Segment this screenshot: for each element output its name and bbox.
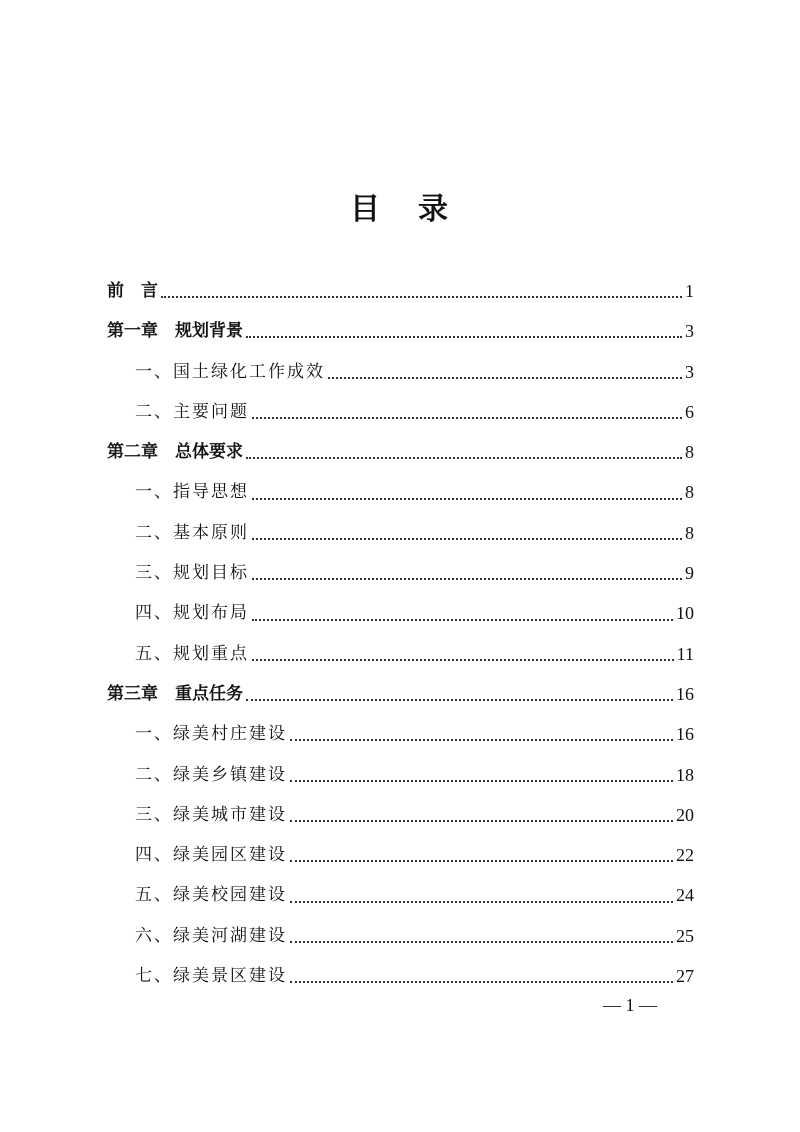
toc-entry-label: 二、主要问题 (135, 401, 249, 422)
toc-entry-section[interactable] (107, 593, 694, 633)
dot-leader (246, 699, 673, 701)
toc-entry-label: 第一章 规划背景 (107, 321, 243, 342)
toc-entry-section[interactable] (107, 472, 694, 512)
toc-entry-label: 一、指导思想 (135, 482, 249, 503)
dot-leader (252, 538, 682, 540)
toc-entry-label: 四、规划布局 (135, 603, 249, 624)
toc-entry-section[interactable] (107, 553, 694, 593)
toc-entry-page: 22 (676, 845, 694, 866)
toc-entry-label: 一、绿美村庄建设 (135, 724, 287, 745)
toc-entry-page: 20 (676, 804, 694, 825)
toc-entry-page: 8 (685, 522, 694, 543)
toc-entry-label: 七、绿美景区建设 (135, 966, 287, 987)
toc-entry-chapter-2[interactable] (107, 432, 694, 472)
toc-entry-label: 二、基本原则 (135, 522, 249, 543)
dot-leader (290, 780, 673, 782)
dot-leader (252, 619, 673, 621)
page-number-footer: — 1 — (603, 995, 657, 1015)
dot-leader (246, 336, 682, 338)
toc-entry-page: 8 (685, 482, 694, 503)
toc-entry-label: 五、规划重点 (135, 643, 249, 664)
toc-entry-label: 二、绿美乡镇建设 (135, 764, 287, 785)
toc-entry-label: 五、绿美校园建设 (135, 885, 287, 906)
toc-entry-section[interactable] (107, 956, 694, 996)
toc-entry-page: 11 (676, 643, 694, 664)
toc-entry-label: 三、绿美城市建设 (135, 804, 287, 825)
toc-entry-page: 8 (685, 442, 694, 463)
toc-entry-preface[interactable] (107, 271, 694, 311)
toc-entry-page: 18 (676, 764, 694, 785)
dot-leader (252, 578, 682, 580)
toc-entry-page: 24 (676, 885, 694, 906)
page-title (0, 184, 800, 228)
toc-entry-label: 六、绿美河湖建设 (135, 925, 287, 946)
toc-entry-label: 第二章 总体要求 (107, 442, 243, 463)
toc-entry-section[interactable] (107, 835, 694, 875)
dot-leader (252, 498, 682, 500)
toc-entry-label: 一、国土绿化工作成效 (135, 361, 325, 382)
toc-entry-section[interactable] (107, 795, 694, 835)
toc-entry-section[interactable] (107, 714, 694, 754)
toc-entry-section[interactable] (107, 916, 694, 956)
title-char-1: 目 (350, 192, 382, 227)
toc-entry-section[interactable] (107, 513, 694, 553)
toc-entry-section[interactable] (107, 352, 694, 392)
toc-entry-page: 16 (676, 724, 694, 745)
toc-entry-chapter-3[interactable] (107, 674, 694, 714)
toc-entry-section[interactable] (107, 392, 694, 432)
dot-leader (161, 296, 682, 298)
dot-leader (290, 941, 673, 943)
toc-entry-page: 6 (685, 401, 694, 422)
dot-leader (252, 659, 674, 661)
toc-entry-label: 四、绿美园区建设 (135, 845, 287, 866)
dot-leader (246, 457, 682, 459)
toc-entry-page: 3 (685, 321, 694, 342)
dot-leader (290, 860, 673, 862)
toc-entry-label: 第三章 重点任务 (107, 683, 243, 704)
table-of-contents (107, 271, 694, 996)
dot-leader (290, 820, 673, 822)
toc-entry-page: 3 (685, 361, 694, 382)
dot-leader (328, 377, 682, 379)
toc-entry-page: 10 (676, 603, 694, 624)
toc-entry-page: 16 (676, 683, 694, 704)
toc-entry-label: 三、规划目标 (135, 563, 249, 584)
title-char-2: 录 (418, 192, 450, 227)
toc-entry-chapter-1[interactable] (107, 311, 694, 351)
toc-entry-section[interactable] (107, 875, 694, 915)
dot-leader (290, 901, 673, 903)
toc-entry-section[interactable] (107, 634, 694, 674)
toc-entry-section[interactable] (107, 755, 694, 795)
dot-leader (290, 739, 673, 741)
toc-entry-page: 1 (685, 281, 694, 301)
toc-entry-page: 27 (676, 966, 694, 987)
toc-entry-page: 25 (676, 925, 694, 946)
toc-entry-page: 9 (685, 563, 694, 584)
dot-leader (252, 417, 682, 419)
dot-leader (290, 981, 673, 983)
toc-entry-label: 前 言 (107, 281, 158, 301)
